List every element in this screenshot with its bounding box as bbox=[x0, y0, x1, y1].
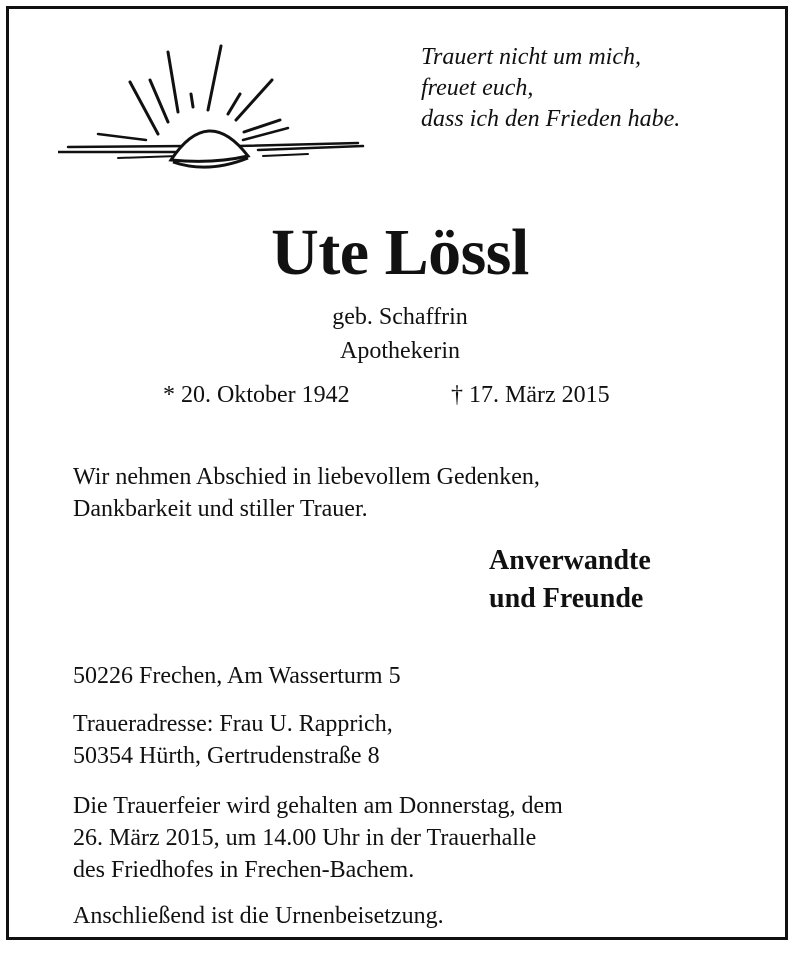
home-address bbox=[73, 660, 401, 692]
deceased-name: Ute Lössl bbox=[271, 216, 529, 289]
text-line: Die Trauerfeier wird gehalten am Donnerstag, dem bbox=[73, 793, 563, 819]
motto-line: freuet euch, bbox=[421, 75, 534, 101]
text-line: 50354 Hürth, Gertrudenstraße 8 bbox=[73, 743, 380, 769]
mourning-address bbox=[73, 708, 393, 772]
maiden-name: geb. Schaffrin bbox=[332, 304, 468, 330]
motto-line: Trauert nicht um mich, bbox=[421, 44, 641, 70]
text-line: Wir nehmen Abschied in liebevollem Gedenken, bbox=[73, 464, 540, 490]
motto-verse bbox=[421, 42, 680, 135]
text-line: Anschließend ist die Urnenbeisetzung. bbox=[73, 903, 444, 929]
farewell-text bbox=[73, 461, 540, 525]
profession: Apothekerin bbox=[340, 338, 460, 364]
motto-line: dass ich den Frieden habe. bbox=[421, 106, 681, 132]
text-line: Dankbarkeit und stiller Trauer. bbox=[73, 496, 368, 522]
death-date: † 17. März 2015 bbox=[451, 382, 610, 408]
birth-date: * 20. Oktober 1942 bbox=[163, 382, 350, 408]
signature-line: und Freunde bbox=[489, 583, 644, 614]
signature-line: Anverwandte bbox=[489, 545, 651, 576]
text-line: 26. März 2015, um 14.00 Uhr in der Trauerhalle bbox=[73, 825, 537, 851]
signature-block bbox=[489, 542, 651, 618]
closing-note bbox=[73, 900, 444, 932]
rising-sun-icon bbox=[58, 42, 368, 177]
ceremony-info bbox=[73, 790, 563, 886]
text-line: Traueradresse: Frau U. Rapprich, bbox=[73, 711, 393, 737]
text-line: des Friedhofes in Frechen-Bachem. bbox=[73, 857, 415, 883]
text-line: 50226 Frechen, Am Wasserturm 5 bbox=[73, 663, 401, 689]
